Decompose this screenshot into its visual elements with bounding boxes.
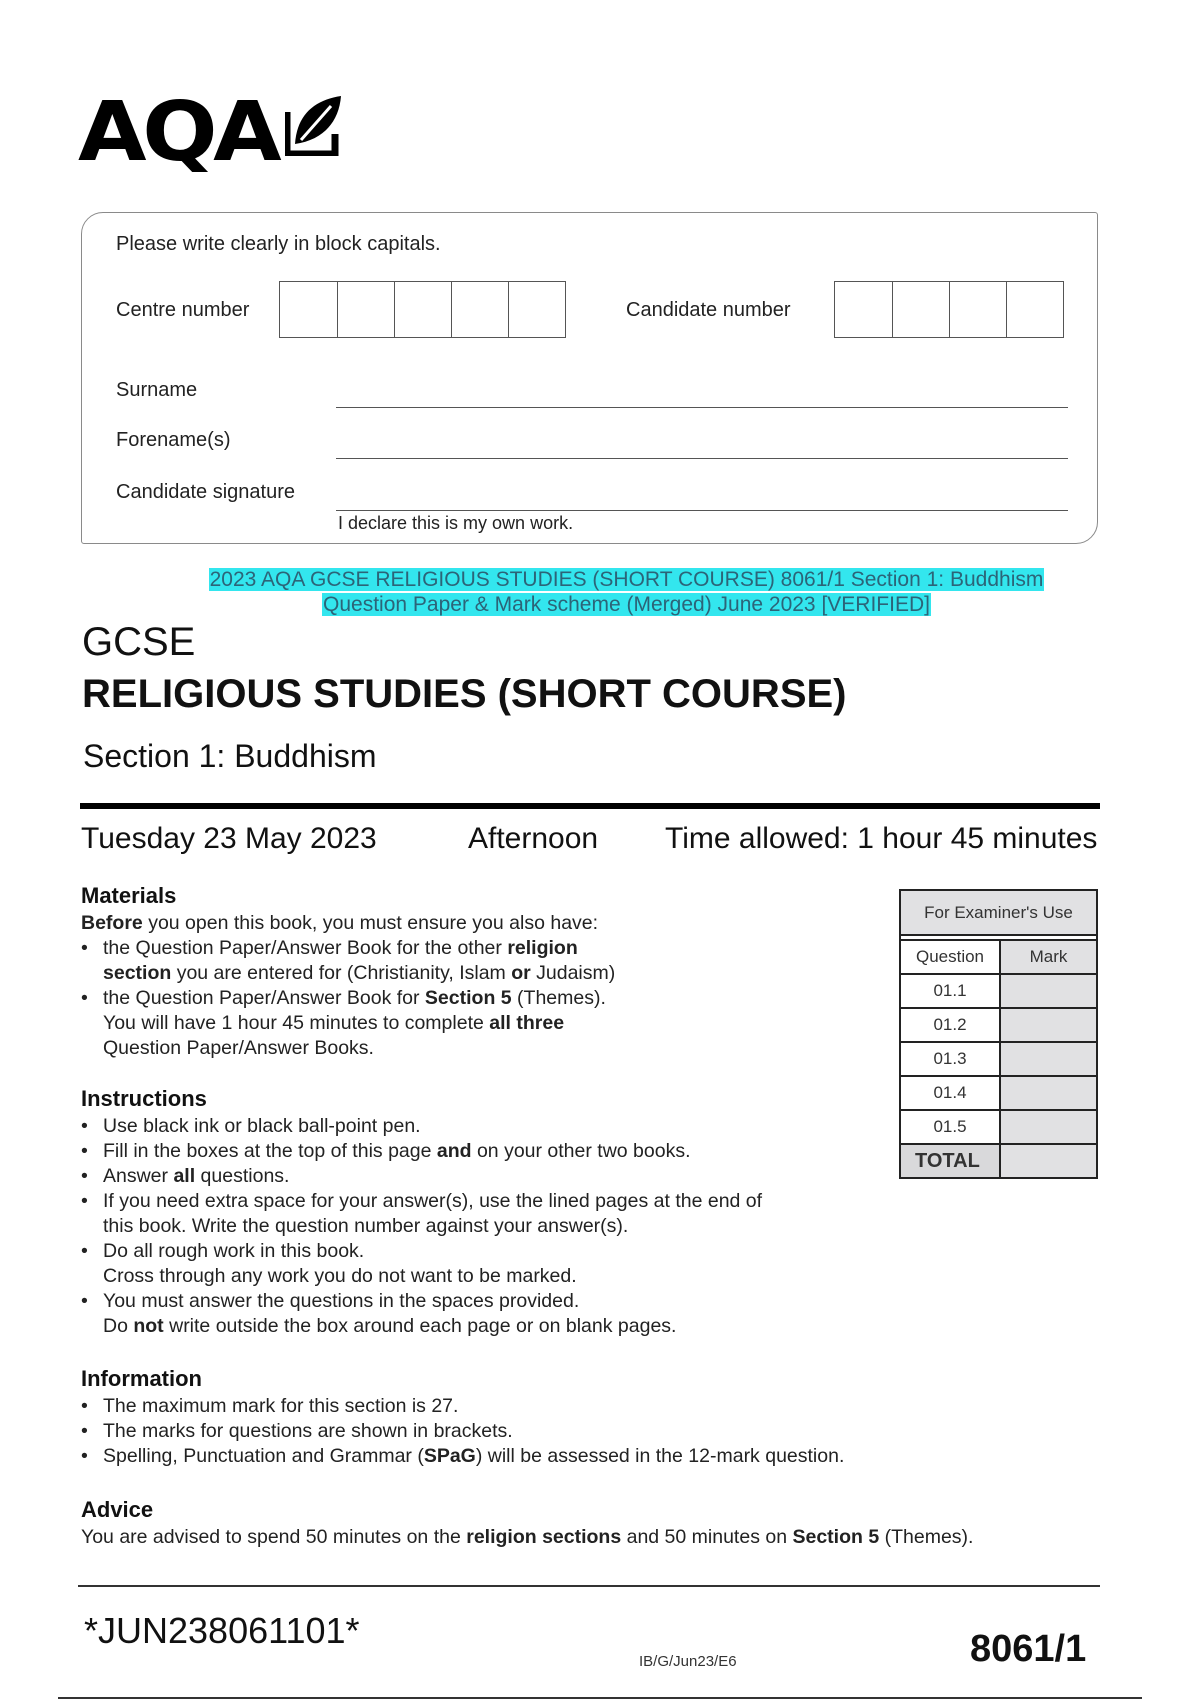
forenames-field[interactable] — [336, 458, 1068, 459]
block-capitals-instruction: Please write clearly in block capitals. — [116, 233, 441, 255]
candidate-digit-box[interactable] — [949, 282, 1006, 337]
surname-label: Surname — [116, 379, 198, 401]
list-item: • The marks for questions are shown in brackets. — [81, 1419, 844, 1444]
aqa-leaf-mark-icon — [285, 94, 343, 156]
information-section — [81, 1366, 844, 1469]
logo-text: AQA — [78, 85, 278, 180]
list-item: • You must answer the questions in the spaces provided. Do not write outside the box around each page or on blank pages. — [81, 1289, 762, 1339]
question-number: 01.3 — [900, 1042, 1000, 1076]
candidate-number-boxes[interactable] — [834, 281, 1064, 338]
section-title: Section 1: Buddhism — [83, 738, 377, 774]
total-label: TOTAL — [900, 1144, 1000, 1178]
instructions-section — [81, 1086, 762, 1339]
list-item: • the Question Paper/Answer Book for the other religion section you are entered for (Christianity, Islam or Judaism) — [81, 936, 615, 986]
barcode-text: *JUN238061101* — [84, 1610, 360, 1651]
mark-cell — [1000, 1076, 1097, 1110]
qualification-level: GCSE — [82, 620, 196, 664]
signature-field[interactable] — [336, 510, 1068, 511]
exam-date: Tuesday 23 May 2023 — [81, 822, 377, 855]
declaration-text: I declare this is my own work. — [338, 513, 574, 533]
materials-section — [81, 883, 615, 1061]
question-number: 01.5 — [900, 1110, 1000, 1144]
mark-cell — [1000, 1008, 1097, 1042]
materials-heading: Materials — [81, 883, 177, 908]
list-item: • Fill in the boxes at the top of this page and on your other two books. — [81, 1139, 762, 1164]
advice-heading: Advice — [81, 1497, 154, 1522]
banner-line-2: Question Paper & Mark scheme (Merged) June 2023 [VERIFIED] — [323, 593, 930, 616]
advice-section — [81, 1497, 973, 1550]
question-number: 01.1 — [900, 974, 1000, 1008]
candidate-details-box — [81, 212, 1098, 544]
exam-session: Afternoon — [468, 822, 599, 855]
reference-code: IB/G/Jun23/E6 — [639, 1653, 737, 1670]
centre-number-label: Centre number — [116, 299, 250, 321]
forenames-label: Forename(s) — [116, 429, 231, 451]
advice-text: You are advised to spend 50 minutes on the religion sections and 50 minutes on Section 5 (Themes). — [81, 1526, 974, 1548]
candidate-digit-box[interactable] — [1006, 282, 1063, 337]
candidate-digit-box[interactable] — [892, 282, 949, 337]
centre-digit-box[interactable] — [451, 282, 508, 337]
information-heading: Information — [81, 1366, 202, 1391]
centre-digit-box[interactable] — [394, 282, 451, 337]
list-item: • Do all rough work in this book. Cross through any work you do not want to be marked. — [81, 1239, 762, 1289]
signature-label: Candidate signature — [116, 481, 296, 503]
mark-column-header: Mark — [1000, 940, 1097, 974]
mark-cell — [1000, 1042, 1097, 1076]
divider — [78, 1585, 1100, 1587]
candidate-digit-box[interactable] — [835, 282, 892, 337]
candidate-number-label: Candidate number — [626, 299, 791, 321]
mark-cell — [1000, 1110, 1097, 1144]
divider — [58, 1697, 1142, 1699]
highlighted-title-banner — [185, 567, 1068, 617]
examiners-use-table — [899, 889, 1098, 1179]
centre-number-boxes[interactable] — [279, 281, 566, 338]
paper-code: 8061/1 — [970, 1628, 1087, 1670]
materials-intro: Before you open this book, you must ensure you also have: — [81, 912, 599, 934]
subject-title: RELIGIOUS STUDIES (SHORT COURSE) — [82, 672, 847, 716]
list-item: • If you need extra space for your answer(s), use the lined pages at the end of this book. Write the question number against your answer(s). — [81, 1189, 762, 1239]
list-item: • the Question Paper/Answer Book for Section 5 (Themes). You will have 1 hour 45 minutes to complete all three Question Paper/Answer Books. — [81, 986, 615, 1061]
centre-digit-box[interactable] — [508, 282, 565, 337]
total-mark-cell — [1000, 1144, 1097, 1178]
instructions-heading: Instructions — [81, 1086, 207, 1111]
banner-line-1: 2023 AQA GCSE RELIGIOUS STUDIES (SHORT COURSE) 8061/1 Section 1: Buddhism — [209, 568, 1044, 591]
time-allowed: Time allowed: 1 hour 45 minutes — [665, 822, 1098, 855]
aqa-logo — [78, 85, 343, 180]
divider — [80, 803, 1100, 809]
mark-cell — [1000, 974, 1097, 1008]
question-number: 01.2 — [900, 1008, 1000, 1042]
examiners-use-title: For Examiner's Use — [900, 890, 1097, 935]
list-item: • Use black ink or black ball-point pen. — [81, 1114, 762, 1139]
list-item: • The maximum mark for this section is 27. — [81, 1394, 844, 1419]
question-number: 01.4 — [900, 1076, 1000, 1110]
centre-digit-box[interactable] — [337, 282, 394, 337]
list-item: • Answer all questions. — [81, 1164, 762, 1189]
list-item: • Spelling, Punctuation and Grammar (SPaG) will be assessed in the 12-mark question. — [81, 1444, 844, 1469]
surname-field[interactable] — [336, 407, 1068, 408]
centre-digit-box[interactable] — [280, 282, 337, 337]
question-column-header: Question — [900, 940, 1000, 974]
